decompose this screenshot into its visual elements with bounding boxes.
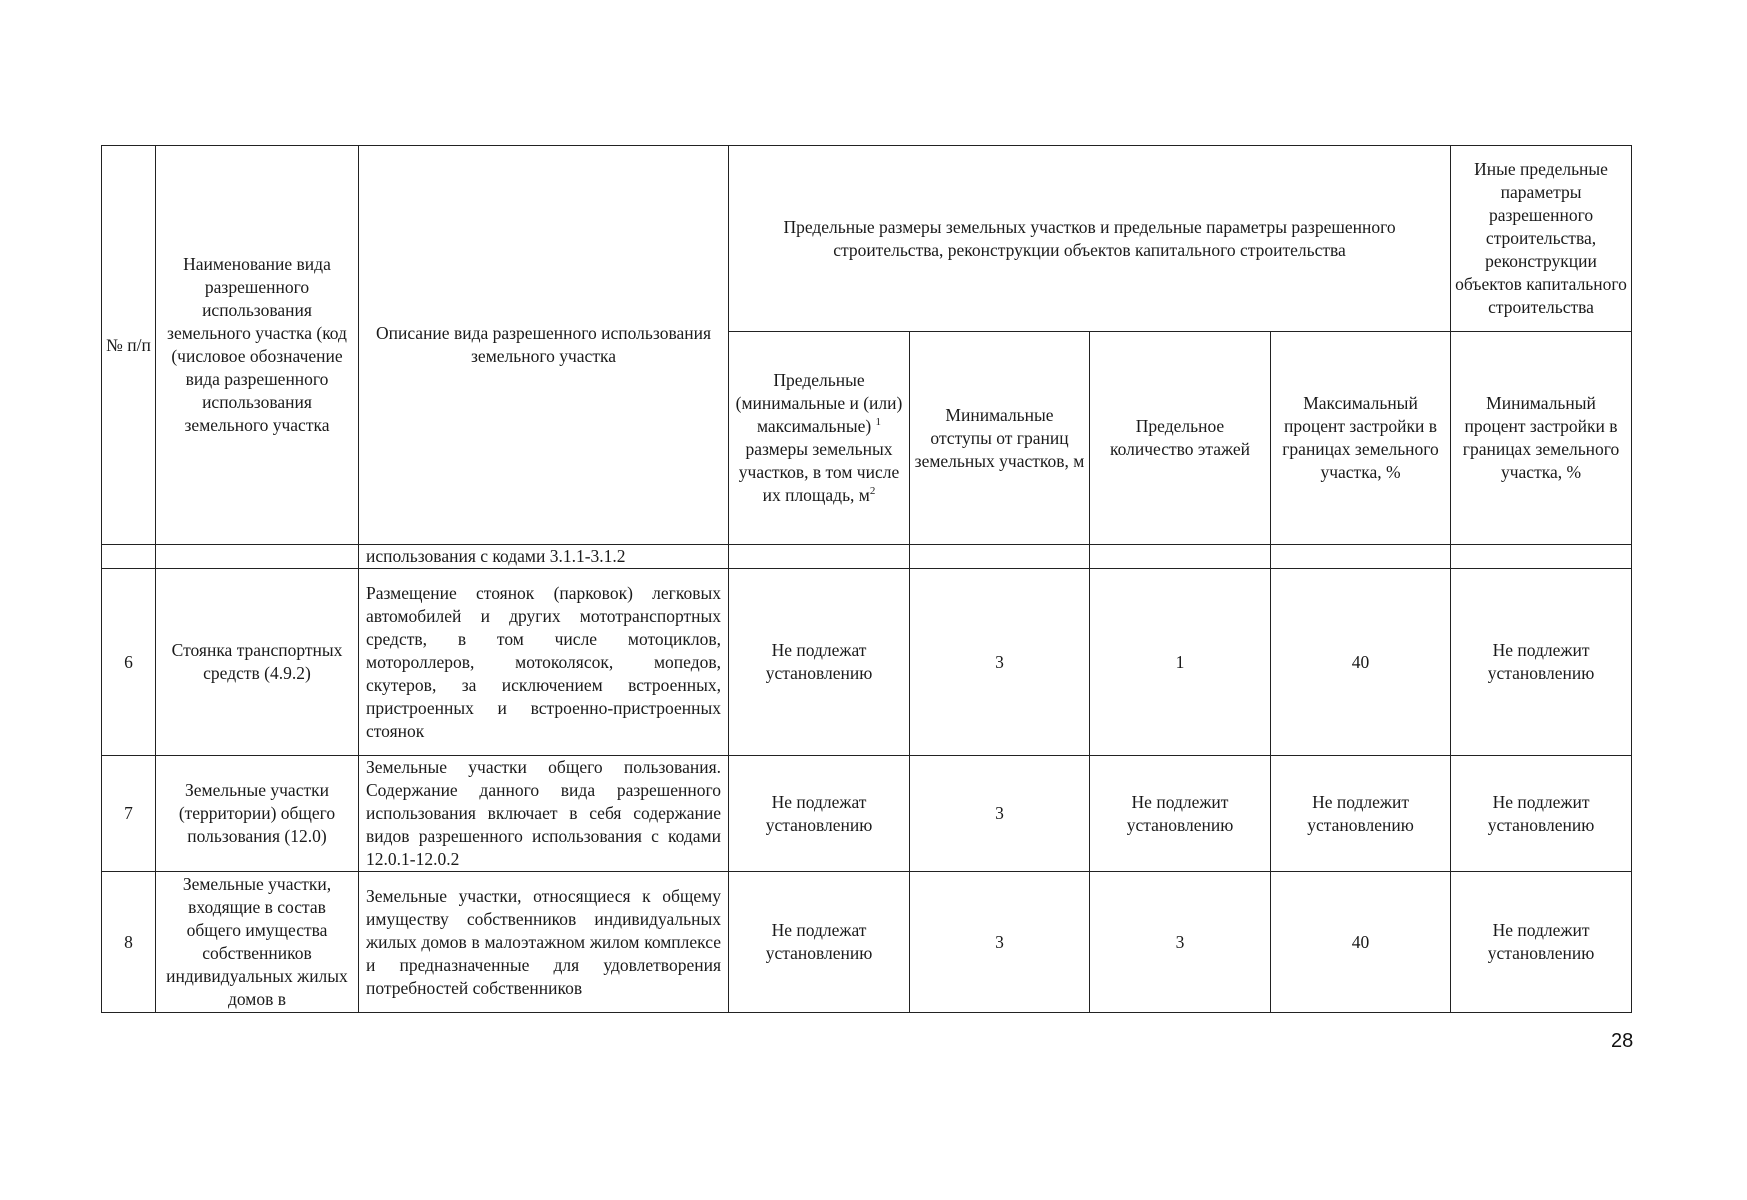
header-other-params: Иные предельные параметры разрешенного строительства, реконструкции объектов капитального строительства [1451, 146, 1632, 332]
row-sizes: Не подлежат установлению [729, 756, 910, 872]
header-limits-group: Предельные размеры земельных участков и предельные параметры разрешенного строительства, реконструкции объектов капитального строительства [729, 146, 1451, 332]
header-name: Наименование вида разрешенного использования земельного участка (код (числовое обозначение вида разрешенного использования земельного участка [156, 146, 359, 545]
header-setbacks: Минимальные отступы от границ земельных участков, м [910, 332, 1090, 545]
table-row [102, 872, 1632, 1013]
header-sizes: Предельные (минимальные и (или) максимальные) $^1$ размеры земельных участков, в том числе их площадь, $м^2$ [729, 332, 910, 545]
row-name: Земельные участки (территории) общего пользования (12.0) [156, 756, 359, 872]
page-number: 28 [1611, 1030, 1634, 1052]
row-num: 6 [102, 569, 156, 756]
row-name: Стоянка транспортных средств (4.9.2) [156, 569, 359, 756]
header-floors: Предельное количество этажей [1090, 332, 1271, 545]
header-min-percent: Минимальный процент застройки в границах земельного участка, % [1451, 332, 1632, 545]
row-max-percent: Не подлежит установлению [1271, 756, 1451, 872]
row-max-percent: 40 [1271, 872, 1451, 1013]
row-min-percent: Не подлежит установлению [1451, 569, 1632, 756]
table-row [102, 756, 1632, 872]
row-min-percent: Не подлежит установлению [1451, 756, 1632, 872]
row-setbacks: 3 [910, 756, 1090, 872]
row-description: Размещение стоянок (парковок) легковых автомобилей и других мототранспортных средств, в том числе мотоциклов, мотороллеров, мотоколясок, мопедов, скутеров, за исключением встроенных, пристроенных и встроенно-пристроенных стоянок [359, 569, 729, 756]
row-sizes: Не подлежат установлению [729, 872, 910, 1013]
row-floors: 3 [1090, 872, 1271, 1013]
continuation-description: использования с кодами 3.1.1-3.1.2 [359, 545, 729, 569]
row-floors: Не подлежит установлению [1090, 756, 1271, 872]
header-description: Описание вида разрешенного использования земельного участка [359, 146, 729, 545]
table-row [102, 545, 1632, 569]
row-sizes: Не подлежат установлению [729, 569, 910, 756]
header-max-percent: Максимальный процент застройки в границах земельного участка, % [1271, 332, 1451, 545]
row-setbacks: 3 [910, 569, 1090, 756]
header-num: № п/п [102, 146, 156, 545]
row-description: Земельные участки, относящиеся к общему имуществу собственников индивидуальных жилых домов в малоэтажном жилом комплексе и предназначенные для удовлетворения потребностей собственников [359, 872, 729, 1013]
regulations-table [101, 145, 1632, 1013]
row-num: 7 [102, 756, 156, 872]
table-row [102, 569, 1632, 756]
row-num: 8 [102, 872, 156, 1013]
row-name: Земельные участки, входящие в состав общего имущества собственников индивидуальных жилых домов в [156, 872, 359, 1013]
row-floors: 1 [1090, 569, 1271, 756]
row-setbacks: 3 [910, 872, 1090, 1013]
row-max-percent: 40 [1271, 569, 1451, 756]
row-description: Земельные участки общего пользования. Содержание данного вида разрешенного использования включает в себя содержание видов разрешенного использования с кодами 12.0.1-12.0.2 [359, 756, 729, 872]
row-min-percent: Не подлежит установлению [1451, 872, 1632, 1013]
